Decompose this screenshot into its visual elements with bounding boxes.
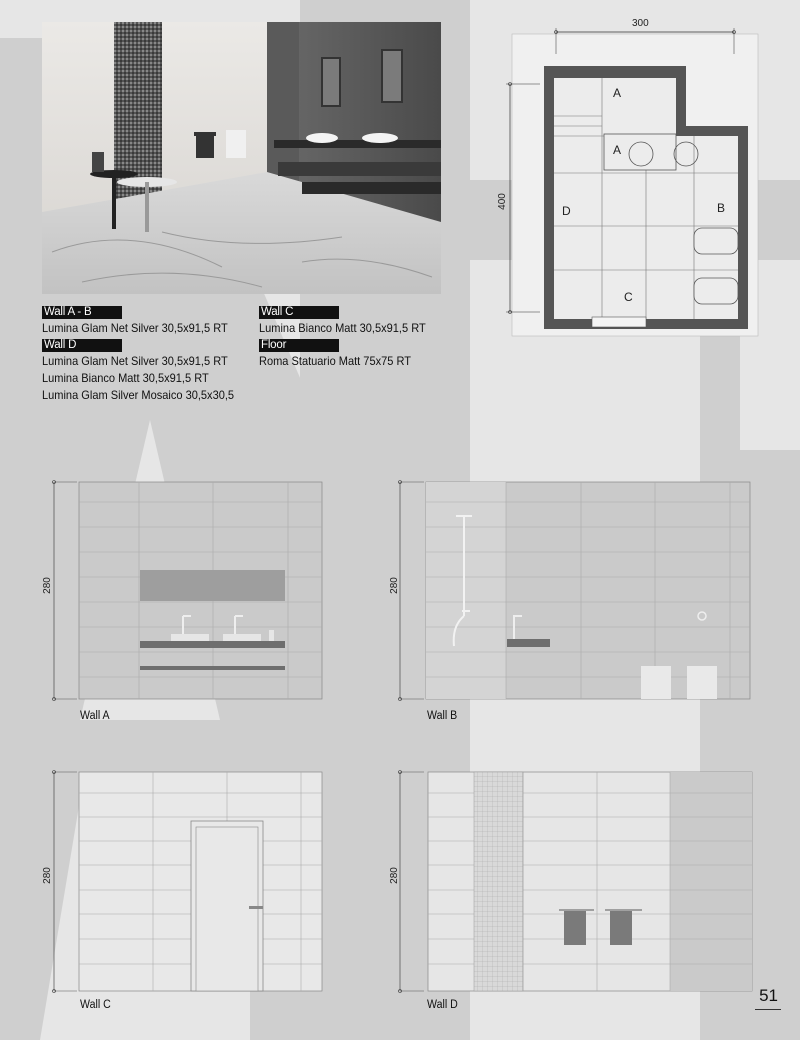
wall-d-elevation: [392, 766, 757, 996]
plan-label-a1: A: [613, 86, 622, 100]
wall-d-item-2: Lumina Bianco Matt 30,5x91,5 RT: [42, 371, 209, 385]
plan-width-dim: 300: [632, 18, 649, 29]
wall-c-item: Lumina Bianco Matt 30,5x91,5 RT: [259, 321, 426, 335]
floor-title: Floor: [259, 339, 339, 352]
floor-item: Roma Statuario Matt 75x75 RT: [259, 354, 411, 368]
plan-label-c: C: [624, 290, 633, 304]
wall-a-height: 280: [41, 577, 53, 594]
wall-d-title: Wall D: [42, 339, 122, 352]
wall-ab-item: Lumina Glam Net Silver 30,5x91,5 RT: [42, 321, 228, 335]
floor-plan: [500, 14, 770, 344]
wall-c-title: Wall C: [259, 306, 339, 319]
page-number: 51: [759, 986, 778, 1005]
plan-label-a2: A: [613, 143, 622, 157]
wall-c-height: 280: [41, 867, 53, 884]
wall-ab-title: Wall A - B: [42, 306, 122, 319]
wall-c-elevation: [45, 766, 330, 996]
plan-label-d: D: [562, 204, 571, 218]
wall-b-elevation: [392, 476, 757, 706]
wall-d-item-1: Lumina Glam Net Silver 30,5x91,5 RT: [42, 354, 228, 368]
wall-a-caption: Wall A: [80, 710, 110, 722]
wall-d-height: 280: [388, 867, 400, 884]
wall-d-caption: Wall D: [427, 999, 458, 1011]
wall-b-caption: Wall B: [427, 710, 458, 722]
wall-c-caption: Wall C: [80, 999, 111, 1011]
plan-height-dim: 400: [496, 193, 508, 210]
wall-d-item-3: Lumina Glam Silver Mosaico 30,5x30,5: [42, 388, 235, 402]
plan-label-b: B: [717, 201, 726, 215]
wall-b-height: 280: [388, 577, 400, 594]
bathroom-photo: [42, 22, 441, 294]
page-number-underline: [755, 1009, 781, 1010]
wall-a-elevation: [45, 476, 330, 706]
